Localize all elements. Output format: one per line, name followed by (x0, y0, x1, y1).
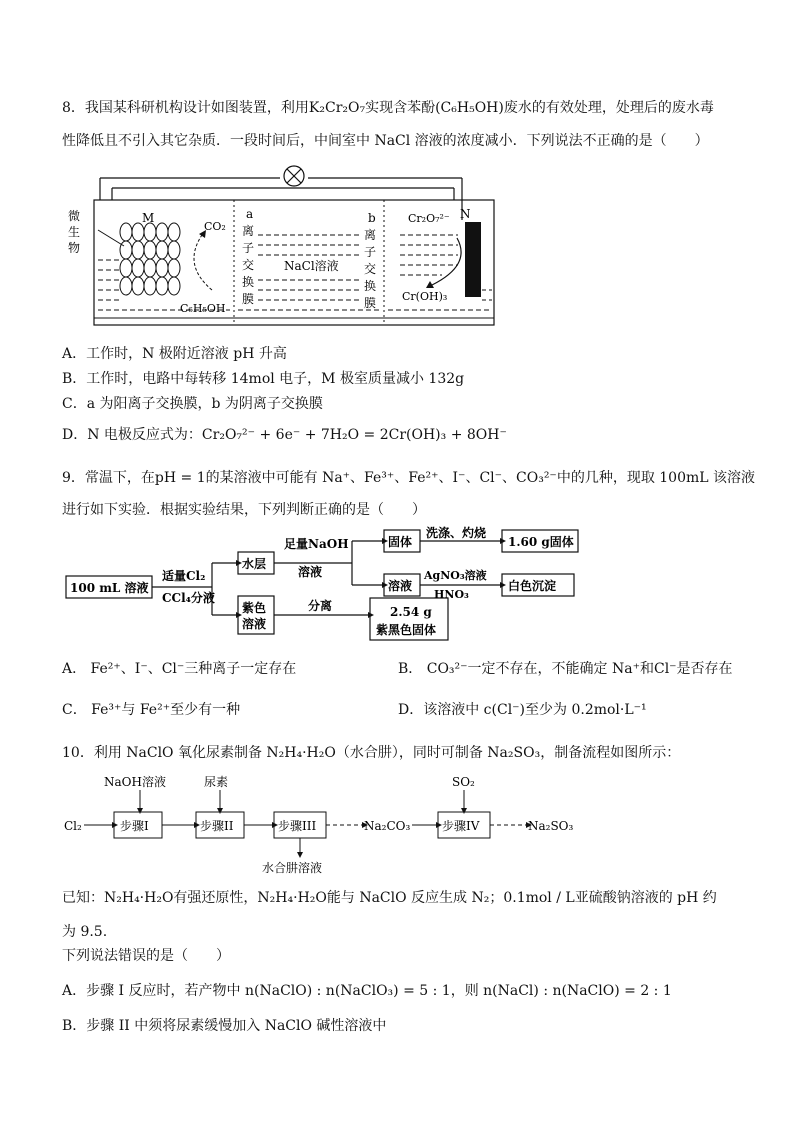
q10-stem: 10．利用 NaClO 氧化尿素制备 N₂H₄·H₂O（水合肼），同时可制备 Na₂SO₃，制备流程如图所示： (62, 745, 681, 761)
flow-agno3-top: AgNO₃溶液 (424, 569, 487, 582)
flow-reagent1-bottom: CCl₄分液 (162, 591, 215, 605)
q8-option-a: A．工作时，N 极附近溶液 pH 升高 (62, 346, 287, 362)
flow-reagent1-top: 适量Cl₂ (162, 569, 206, 583)
q9-stem-line1: 9．常温下，在pH = 1的某溶液中可能有 Na⁺、Fe³⁺、Fe²⁺、I⁻、Cl⁻、CO₃²⁻中的几种，现取 100mL 该溶液 (62, 470, 756, 486)
label-microbe-2: 生 (68, 225, 81, 239)
flow10-cl2: Cl₂ (64, 819, 82, 833)
membrane-a-4: 交 (242, 258, 255, 272)
flow10-na2so3: Na₂SO₃ (528, 819, 574, 833)
flow-result1: 1.60 g固体 (508, 535, 574, 549)
membrane-a-3: 子 (242, 241, 255, 255)
microbe-electrode-M (120, 223, 180, 295)
membrane-b-1: b (368, 211, 376, 225)
preparation-flowchart (62, 770, 602, 880)
label-microbe-1: 微 (68, 209, 81, 223)
label-co2: CO₂ (204, 220, 226, 233)
label-M: M (142, 211, 155, 225)
q9-option-c: C． Fe³⁺与 Fe²⁺至少有一种 (62, 702, 241, 718)
flow10-step4: 步骤IV (442, 819, 480, 833)
q8-option-b: B．工作时，电路中每转移 14mol 电子，M 极室质量减小 132g (62, 371, 465, 387)
membrane-a-1: a (246, 207, 254, 221)
membrane-b-4: 交 (364, 262, 377, 276)
flow10-so2: SO₂ (452, 775, 475, 789)
q8-option-c: C．a 为阳离子交换膜，b 为阴离子交换膜 (62, 396, 323, 412)
q10-known-line1: 已知：N₂H₄·H₂O有强还原性，N₂H₄·H₂O能与 NaClO 反应生成 N₂；0.1mol / L亚硫酸钠溶液的 pH 约 (62, 890, 717, 906)
label-croh3: Cr(OH)₃ (402, 290, 448, 303)
q9-option-a: A． Fe²⁺、I⁻、Cl⁻三种离子一定存在 (62, 661, 297, 677)
q10-option-a: A．步骤 I 反应时，若产物中 n(NaClO) : n(NaClO₃) = 5 : 1，则 n(NaCl) : n(NaClO) = 2 : 1 (62, 983, 672, 999)
experiment-flowchart (62, 524, 602, 644)
flow10-step3: 步骤III (278, 819, 317, 833)
label-nacl: NaCl溶液 (284, 259, 339, 273)
q10-option-b: B．步骤 II 中须将尿素缓慢加入 NaClO 碱性溶液中 (62, 1018, 387, 1034)
flow-wash: 洗涤、灼烧 (426, 526, 487, 540)
flow10-step1: 步骤I (120, 819, 149, 833)
membrane-a-5: 换 (242, 275, 255, 289)
q10-question: 下列说法错误的是（ ） (62, 948, 230, 964)
membrane-b-5: 换 (364, 279, 377, 293)
flow10-na2co3: Na₂CO₃ (364, 819, 411, 833)
flow10-step2: 步骤II (200, 819, 234, 833)
flow-solid: 固体 (388, 535, 413, 549)
flow-white-precipitate: 白色沉淀 (508, 579, 557, 593)
flow-separate: 分离 (308, 599, 333, 613)
q9-option-d: D．该溶液中 c(Cl⁻)至少为 0.2mol·L⁻¹ (398, 702, 647, 718)
flow10-urea: 尿素 (204, 775, 229, 789)
q10-known-line2: 为 9.5. (62, 924, 108, 940)
membrane-b-2: 离 (364, 228, 377, 242)
flow-naoh-top: 足量NaOH (284, 537, 349, 551)
flow-purple-2: 溶液 (242, 617, 267, 631)
flow10-naoh: NaOH溶液 (104, 775, 166, 789)
membrane-b-6: 膜 (364, 296, 377, 310)
q8-stem-line2: 性降低且不引入其它杂质．一段时间后，中间室中 NaCl 溶液的浓度减小．下列说法不正确的是（ ） (62, 133, 709, 149)
flow-purple-1: 紫色 (242, 601, 267, 615)
flow-naoh-bottom: 溶液 (298, 565, 323, 579)
flow10-hydrazine: 水合肼溶液 (262, 861, 323, 875)
q9-option-b: B． CO₃²⁻一定不存在，不能确定 Na⁺和Cl⁻是否存在 (398, 661, 733, 677)
flow-solution: 溶液 (388, 579, 413, 593)
membrane-a-6: 膜 (242, 292, 255, 306)
membrane-b-3: 子 (364, 245, 377, 259)
q9-stem-line2: 进行如下实验．根据实验结果，下列判断正确的是（ ） (62, 502, 426, 518)
flow-start: 100 mL 溶液 (70, 581, 149, 595)
label-phenol: C₆H₅OH (180, 302, 226, 315)
label-N: N (460, 207, 471, 221)
q8-option-d: D．N 电极反应式为：Cr₂O₇²⁻ + 6e⁻ + 7H₂O = 2Cr(OH)₃ + 8OH⁻ (62, 427, 507, 443)
electrode-N (465, 222, 481, 297)
label-microbe-3: 物 (68, 241, 81, 255)
electrolysis-apparatus-diagram (62, 160, 502, 330)
flow-result2-2: 紫黑色固体 (376, 623, 437, 637)
flow-water-layer: 水层 (242, 557, 267, 571)
flow-agno3-bottom: HNO₃ (434, 588, 469, 601)
q8-stem-line1: 8．我国某科研机构设计如图装置，利用K₂Cr₂O₇实现含苯酚(C₆H₅OH)废水的有效处理，处理后的废水毒 (62, 100, 714, 116)
membrane-a-2: 离 (242, 224, 255, 238)
flow-result2-1: 2.54 g (390, 605, 432, 619)
label-cr2o7: Cr₂O₇²⁻ (408, 212, 450, 225)
